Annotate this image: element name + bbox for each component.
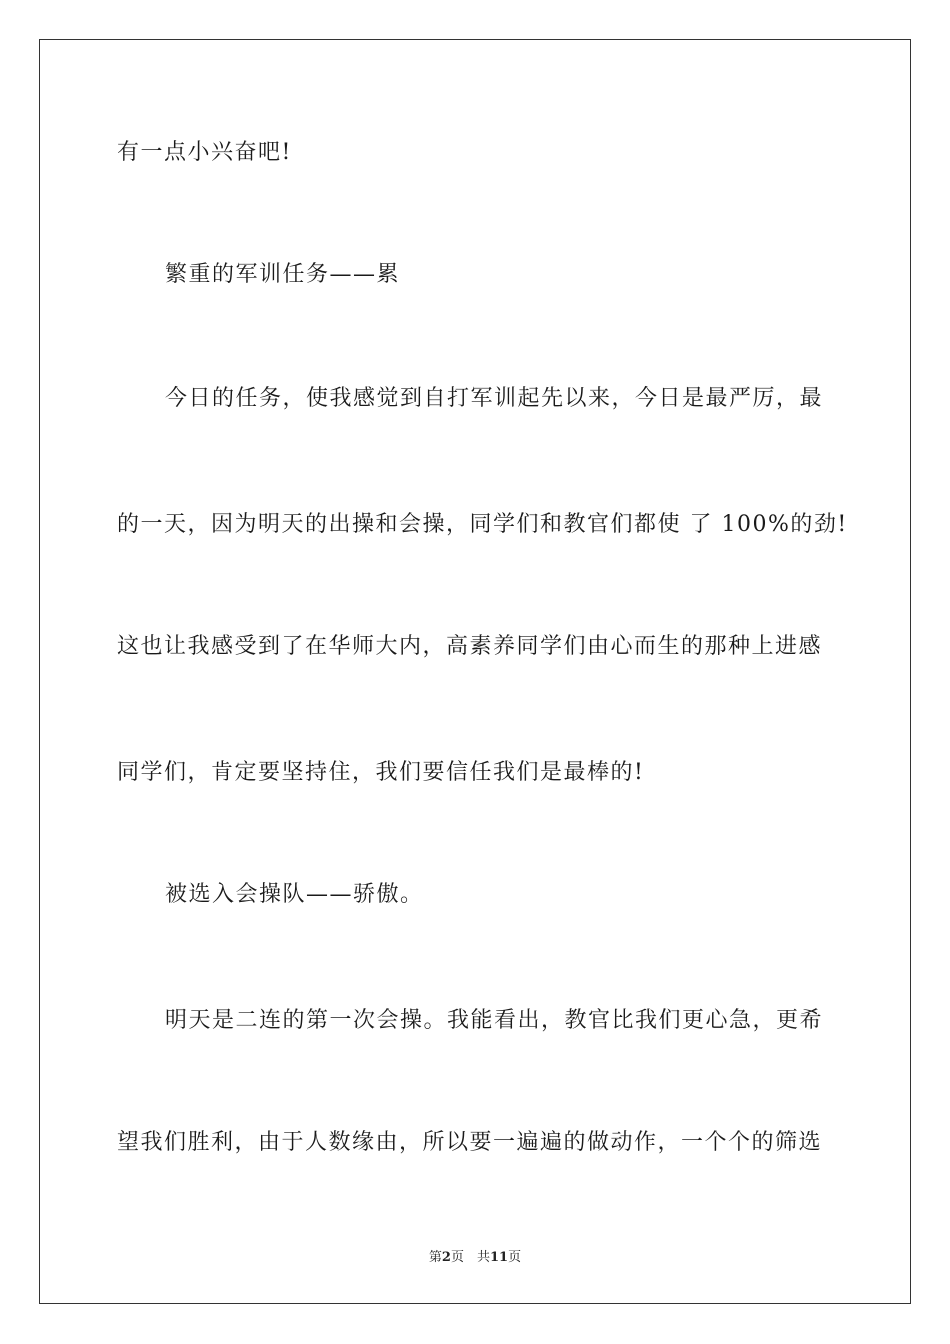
section-heading: 繁重的军训任务——累: [165, 262, 401, 287]
page-prefix: 第: [428, 1250, 442, 1265]
page-border: [39, 39, 911, 1304]
page-number-footer: [0, 1246, 950, 1265]
paragraph-line: 同学们，肯定要坚持住，我们要信任我们是最棒的!: [117, 760, 645, 785]
paragraph-line: 有一点小兴奋吧!: [117, 140, 292, 165]
paragraph-line: 明天是二连的第一次会操。我能看出，教官比我们更心急，更希: [165, 1008, 824, 1033]
current-page-number: 2: [441, 1250, 451, 1265]
page-suffix: 页: [508, 1250, 522, 1265]
paragraph-line: 今日的任务，使我感觉到自打军训起先以来，今日是最严厉，最: [165, 386, 824, 411]
page-mid: 页 共: [450, 1250, 490, 1265]
section-heading: 被选入会操队——骄傲。: [165, 882, 424, 907]
paragraph-line: 的一天，因为明天的出操和会操，同学们和教官们都使 了 100%的劲!: [117, 512, 848, 537]
paragraph-line: 望我们胜利，由于人数缘由，所以要一遍遍的做动作，一个个的筛选: [117, 1130, 823, 1155]
total-page-count: 11: [489, 1250, 509, 1265]
paragraph-line: 这也让我感受到了在华师大内，高素养同学们由心而生的那种上进感: [117, 634, 823, 659]
